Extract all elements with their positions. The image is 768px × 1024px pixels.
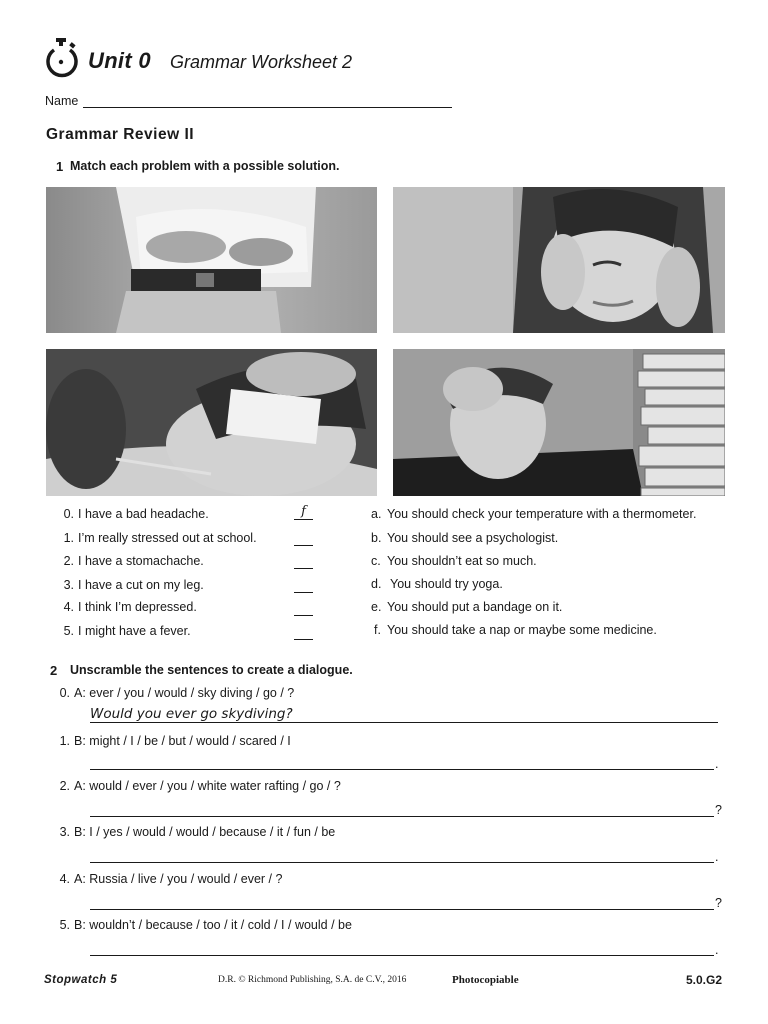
answer-line[interactable] (90, 955, 714, 956)
footer-brand: Stopwatch 5 (44, 974, 118, 986)
fever-photo (46, 349, 377, 496)
problem-item: 0. I have a bad headache. (63, 507, 209, 521)
answer-line[interactable] (90, 769, 714, 770)
example-answer: Would you ever go skydiving? (90, 706, 293, 722)
problem-blank[interactable] (294, 625, 313, 640)
answer-punctuation: . (715, 757, 719, 771)
solution-item: f. You should take a nap or maybe some medicine. (374, 623, 657, 637)
solution-item: b. You should see a psychologist. (371, 531, 559, 545)
footer-code: 5.0.G2 (686, 973, 723, 987)
solution-item: c. You shouldn’t eat so much. (371, 554, 537, 568)
problem-blank[interactable] (294, 601, 313, 616)
stopwatch-icon (44, 38, 78, 78)
problem-item: 2. I have a stomachache. (63, 554, 204, 568)
problem-blank[interactable] (294, 531, 313, 546)
exercise2-number: 2 (50, 663, 58, 678)
exercise1-instruction: Match each problem with a possible solution. (70, 159, 340, 173)
answer-line[interactable] (90, 862, 714, 863)
footer-copyright: D.R. © Richmond Publishing, S.A. de C.V., 2016 (218, 975, 407, 985)
problem-item: 4. I think I’m depressed. (63, 600, 197, 614)
section-title: Grammar Review II (46, 126, 195, 143)
unit-title: Unit 0 (88, 48, 151, 73)
problem-item: 3. I have a cut on my leg. (63, 578, 204, 592)
unscramble-prompt: 0. A: ever / you / would / sky diving / go / ? (59, 686, 295, 700)
solution-item: a. You should check your temperature with a thermometer. (371, 507, 697, 521)
stressed-photo (393, 349, 725, 496)
exercise2-instruction: Unscramble the sentences to create a dialogue. (70, 663, 353, 677)
name-label: Name (45, 94, 79, 108)
problem-blank[interactable] (294, 554, 313, 569)
problem-item: 1. I’m really stressed out at school. (63, 531, 257, 545)
unscramble-prompt: 3. B: I / yes / would / would / because / it / fun / be (59, 825, 336, 839)
answer-punctuation: . (715, 943, 719, 957)
answer-line[interactable] (90, 816, 714, 817)
worksheet-title: Grammar Worksheet 2 (170, 52, 353, 72)
answer-line[interactable] (90, 909, 714, 910)
unscramble-prompt: 1. B: might / I / be / but / would / scared / I (59, 734, 291, 748)
unscramble-prompt: 5. B: wouldn’t / because / too / it / cold / I / would / be (59, 918, 352, 932)
unscramble-prompt: 4. A: Russia / live / you / would / ever / ? (59, 872, 283, 886)
unscramble-prompt: 2. A: would / ever / you / white water rafting / go / ? (59, 779, 341, 793)
problem-item: 5. I might have a fever. (63, 624, 191, 638)
headache-photo (393, 187, 725, 333)
answer-punctuation: . (715, 850, 719, 864)
footer-photocopiable: Photocopiable (452, 974, 519, 986)
answer-punctuation: ? (715, 803, 722, 817)
name-field[interactable] (83, 107, 452, 108)
answer-line[interactable] (90, 722, 718, 723)
solution-item: e. You should put a bandage on it. (371, 600, 563, 614)
answer-punctuation: ? (715, 896, 722, 910)
solution-item: d. You should try yoga. (371, 577, 503, 591)
exercise1-number: 1 (56, 159, 64, 174)
problem-blank[interactable]: f (294, 505, 313, 520)
stomachache-photo (46, 187, 377, 333)
problem-blank[interactable] (294, 578, 313, 593)
